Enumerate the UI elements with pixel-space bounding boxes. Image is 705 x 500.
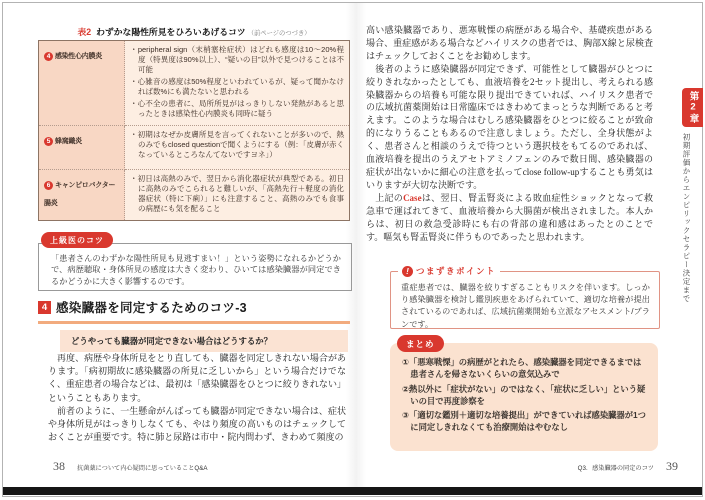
chapter-tab [682, 88, 703, 127]
summary-item: ②熱以外に「症状がない」のではなく、「症状に乏しい」という疑いの目で再度診察を [402, 383, 646, 406]
senior-tip-ribbon: 上級医のコツ [41, 232, 113, 248]
body-paragraph [366, 192, 653, 244]
senior-doctor-tip-box [38, 235, 352, 291]
tip-bullet: ・ 初期はなぜか皮膚所見を言ってくれないことが多いので、熱のみでもclosed questionで聞くようにする（例：「皮膚が赤くなっているところなんてないですヨネ」） [130, 130, 344, 160]
summary-badge: まとめ [397, 335, 444, 352]
condition-number-badge: 5 [44, 137, 53, 146]
section-title: 感染臓器を同定するためのコツ-3 [56, 301, 247, 315]
summary-item: ③「適切な鑑別＋適切な培養提出」ができていれば感染臓器が1つに同定しきれなくても治療開始はやむなし [402, 410, 646, 433]
case-label: Case [403, 192, 422, 203]
tip-bullet: ・ 心雑音の感度は50%程度といわれているが、疑って聞かなければ数%にも満たないと思われる [130, 77, 344, 97]
book-title: 抗菌薬について内心疑問に思っていることQ&A [77, 465, 208, 472]
body-paragraph: 前者のように、一生懸命がんばっても臓器が同定できない場合は、症状や身体所見がはっきりしなくても、やはり頻度の高いものはチェックしておくことが重要です。特に肺と尿路は市中・院内問わず、きわめて頻度の [48, 406, 346, 443]
tip-bullet: ・ 心不全の患者に、局所所見がはっきりしない発熱があると思ったときは感染性心内膜炎も同時に疑う [130, 99, 344, 119]
condition-number-badge: 4 [44, 52, 53, 61]
page-footer-right [0, 459, 678, 474]
body-paragraph: 後者のように感染臓器が同定できず、可能性として臓器がひとつに絞りきれなかったとしても、血液培養を2セット提出し、考えられる感染臓器からの培養も可能な限り提出できていれば、ハイリスク患者での広域抗菌薬開始は日常臨床ではきわめてまっとうな判断であると考えます。このような場合はむしろ感染臓器をひとつに絞ることが致命的になりうることもあるので注意しましょう。ただし、全身状態がよく、患者さんと相談のうえで待つという選択枝をもてるのであれば、血液培養を提出のうえアセトアミノフェンのみで数日間、感染臓器の症状が出ないかに細心の注意を払ってclose follow-upすることも勇気はいりますが大切な決断です。 [366, 63, 653, 190]
condition-name: 感染性心内膜炎 [55, 53, 102, 60]
condition-name: キャンピロバクター腸炎 [44, 182, 116, 207]
tip-bullet: ・ 初日は高熱のみで、翌日から消化器症状が典型である。初日に高熱のみでこられると難しいが、「高熱先行＋軽度の消化器症状（特に下痢）」にも注意すること、高熱のみでも食事の病歴にも気を配ること [130, 174, 344, 214]
condition-cell [39, 170, 125, 221]
section-heading [38, 298, 350, 324]
section-number-badge: 4 [38, 301, 51, 314]
table-row [39, 126, 350, 170]
warning-icon: ! [402, 266, 413, 277]
right-page-body [366, 24, 653, 243]
tips-cell [125, 170, 350, 221]
summary-list [390, 343, 658, 434]
body-paragraph: 再度、病歴や身体所見をとり直しても、臓器を同定しきれない場合があります。「病初期故に感染臓器の所見に乏しいから」という場合だけでなく、重症患者の場合などは、最初は「感染臓器をひとつに絞りきれない」ということもあります。 [48, 353, 346, 403]
condition-number-badge: 6 [44, 181, 53, 190]
chapter-subtitle: 初期評価からエンピリックセラピー決定まで [682, 133, 691, 303]
pitfall-box [390, 265, 660, 329]
section-footer-title: Q3．感染臓器の同定のコツ [577, 465, 654, 472]
question-bar: どうやっても臓器が同定できない場合はどうするか？ [60, 330, 348, 352]
page-number: 38 [53, 459, 65, 473]
table-subtitle: （前ページのつづき） [247, 30, 311, 37]
pitfall-text: 重症患者では、臓器を絞りすぎることもリスクを伴います。しっかり感染臓器を検討し鑑別疾患をあげられていて、適切な培養が提出されているのであれば、広域抗菌薬開始も立派なアセスメント/プランです。 [401, 283, 650, 329]
summary-box [390, 338, 658, 451]
tip-bullet: ・ peripheral sign（末梢塞栓症状）はどれも感度は10〜20%程度（特異度は90%以上）、“疑いの目”以外で見つけることは不可能 [130, 45, 344, 75]
table-label: 表2 [77, 27, 92, 37]
table-row [39, 41, 350, 126]
body-paragraph: 高い感染臓器であり、悪寒戦慄の病歴がある場合や、基礎疾患がある場合、重症感がある場合などハイリスクの患者では、胸部X線と尿検査はチェックしておくことをお勧めします。 [366, 25, 653, 61]
table-title: わずかな陽性所見をひろいあげるコツ [96, 27, 246, 37]
condition-cell [39, 126, 125, 170]
pitfall-label: つまずきポイント [416, 266, 497, 276]
tips-cell [125, 41, 350, 126]
paragraph-text: は、翌日、腎盂腎炎による敗血症性ショックとなって救急車で運ばれてきて、血液培養から大腸菌が検出されました。本人からは、初日の救急受診時にも右の背部の違和感はあったとのことです。嘔気も腎盂腎炎に伴うものであったと思われます。 [366, 192, 653, 242]
tips-cell [125, 126, 350, 170]
condition-cell [39, 41, 125, 126]
positive-findings-table [38, 40, 350, 221]
table-row [39, 170, 350, 221]
page-number: 39 [666, 459, 678, 473]
chapter-label: 第2章 [687, 91, 699, 124]
pitfall-header [398, 265, 500, 277]
senior-tip-text: 「患者さんのわずかな陽性所見も見逃すまい！」という姿勢になれるかどうかで、病歴聴取・身体所見の感度は大きく変わり、ひいては感染臓器が同定できるかどうかに大きく影響するのです。 [51, 254, 341, 286]
condition-name: 蜂窩織炎 [55, 138, 82, 145]
paragraph-text: 上記の [366, 192, 404, 203]
summary-item: ①「悪寒戦慄」の病歴がとれたら、感染臓器を同定できるまでは患者さんを帰さないくらいの意気込みで [402, 357, 642, 380]
book-bottom-edge [3, 487, 702, 495]
table-caption [38, 25, 350, 38]
